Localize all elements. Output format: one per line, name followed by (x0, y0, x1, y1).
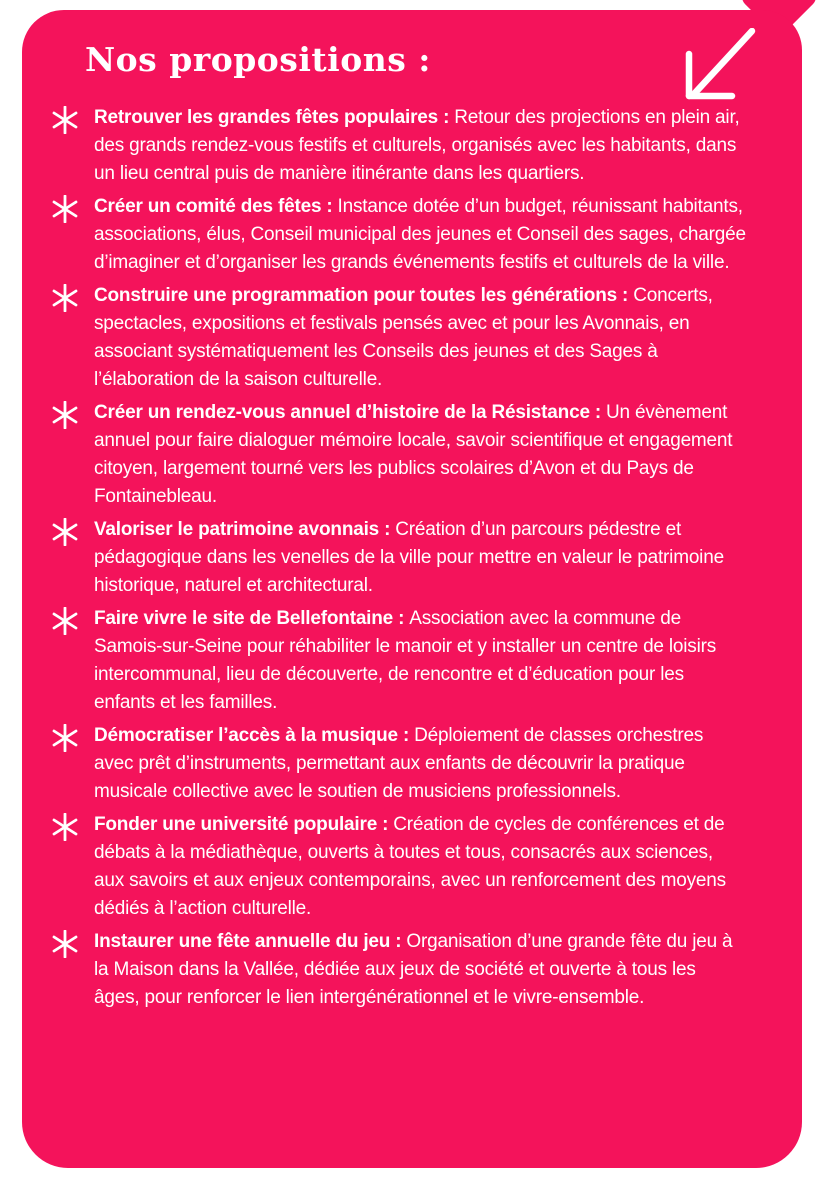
list-item (52, 282, 762, 394)
proposal-text (94, 605, 746, 717)
proposal-text (94, 193, 746, 277)
proposal-title: Faire vivre le site de Bellefontaine : (94, 608, 405, 630)
proposal-body: Concerts, spectacles, expositions et festivals pensés avec et pour les Avonnais, en associant systématiquement les Conseils des jeunes et des Sages à l’élaboration de la saison culturelle. (94, 285, 713, 391)
asterisk-bullet-icon (52, 518, 78, 546)
proposal-body: Retour des projections en plein air, des grands rendez-vous festifs et culturels, organisés avec les habitants, dans un lieu central puis de manière itinérante dans les quartiers. (94, 107, 740, 185)
list-item (52, 193, 762, 277)
proposal-title: Créer un rendez-vous annuel d’histoire de la Résistance : (94, 402, 602, 424)
proposal-text (94, 722, 746, 806)
asterisk-bullet-icon (52, 724, 78, 752)
list-item (52, 722, 762, 806)
proposal-text (94, 399, 746, 511)
proposal-title: Démocratiser l’accès à la musique : (94, 725, 410, 747)
list-item (52, 104, 762, 188)
proposal-body: Un évènement annuel pour faire dialoguer mémoire locale, savoir scientifique et engagement citoyen, largement tourné vers les publics scolaires d’Avon et du Pays de Fontainebleau. (94, 402, 733, 508)
proposal-title: Retrouver les grandes fêtes populaires : (94, 107, 450, 129)
propositions-card (22, 10, 802, 1168)
list-item (52, 928, 762, 1012)
asterisk-bullet-icon (52, 930, 78, 958)
proposal-text (94, 811, 746, 923)
proposal-body: Instance dotée d’un budget, réunissant habitants, associations, élus, Conseil municipal des jeunes et Conseil des sages, chargée d’imaginer et d’organiser les grands événements festifs et culturels de la ville. (94, 196, 746, 274)
proposal-body: Déploiement de classes orchestres avec prêt d’instruments, permettant aux enfants de découvrir la pratique musicale collective avec le soutien de musiciens professionnels. (94, 725, 704, 803)
proposal-title: Créer un comité des fêtes : (94, 196, 333, 218)
page-title: Nos propositions : (85, 40, 431, 79)
asterisk-bullet-icon (52, 195, 78, 223)
asterisk-bullet-icon (52, 284, 78, 312)
proposal-title: Instaurer une fête annuelle du jeu : (94, 931, 402, 953)
proposal-body: Création de cycles de conférences et de débats à la médiathèque, ouverts à toutes et tous, consacrés aux sciences, aux savoirs et aux enjeux contemporains, avec un renforcement des moyens dédiés à l’action culturelle. (94, 814, 726, 920)
list-item (52, 605, 762, 717)
proposal-title: Valoriser le patrimoine avonnais : (94, 519, 391, 541)
proposals-list (52, 104, 762, 1012)
proposal-body: Organisation d’une grande fête du jeu à la Maison dans la Vallée, dédiée aux jeux de société et ouverte à tous les âges, pour renforcer le lien intergénérationnel et le vivre-ensemble. (94, 931, 733, 1009)
asterisk-bullet-icon (52, 401, 78, 429)
list-item (52, 811, 762, 923)
asterisk-bullet-icon (52, 607, 78, 635)
asterisk-bullet-icon (52, 106, 78, 134)
arrow-down-left-icon (680, 28, 762, 108)
proposal-title: Construire une programmation pour toutes les générations : (94, 285, 629, 307)
proposal-body: Création d’un parcours pédestre et pédagogique dans les venelles de la ville pour mettre en valeur le patrimoine historique, naturel et architectural. (94, 519, 724, 597)
proposal-text (94, 104, 746, 188)
proposal-title: Fonder une université populaire : (94, 814, 389, 836)
proposal-text (94, 928, 746, 1012)
list-item (52, 516, 762, 600)
proposal-body: Association avec la commune de Samois-sur-Seine pour réhabiliter le manoir et y installer un centre de loisirs intercommunal, lieu de découverte, de rencontre et d’éducation pour les enfants et les familles. (94, 608, 717, 714)
asterisk-bullet-icon (52, 813, 78, 841)
proposal-text (94, 516, 746, 600)
list-item (52, 399, 762, 511)
proposal-text (94, 282, 746, 394)
